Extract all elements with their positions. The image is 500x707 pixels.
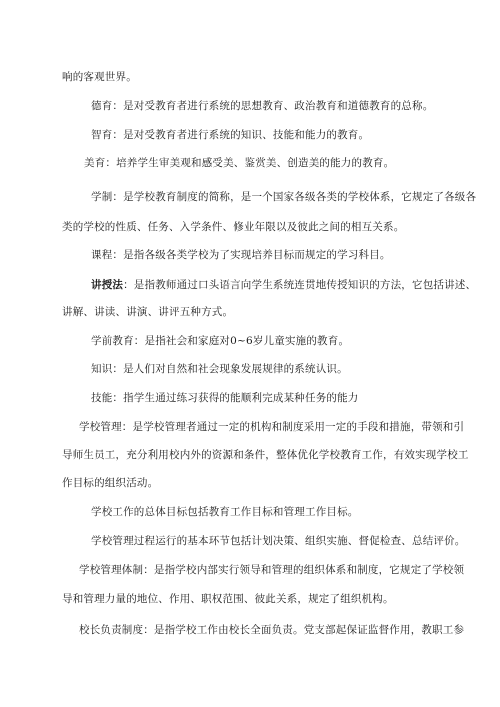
text-line: 学校工作的总体目标包括教育工作目标和管理工作目标。 (91, 506, 359, 518)
text-line: 学校管理过程运行的基本环节包括计划决策、组织实施、督促检查、总结评价。 (91, 535, 466, 547)
text-line: 讲解、讲读、讲演、讲评五种方式。 (62, 306, 234, 318)
text-span: ：是指教师通过口头语言向学生系统连贯地传授知识的方法，它包括讲述、 (123, 279, 477, 291)
text-line: 技能：指学生通过练习获得的能顺利完成某种任务的能力 (91, 392, 359, 404)
text-line: 导和管理力量的地位、作用、职权范围、彼此关系，规定了组织机构。 (62, 593, 394, 605)
text-line: 导师生员工，充分利用校内外的资源和条件，整体优化学校教育工作，有效实现学校工 (62, 449, 469, 461)
text-line: 类的学校的性质、任务、入学条件、修业年限以及彼此之间的相互关系。 (62, 221, 405, 233)
text-line: 学前教育：是指社会和家庭对0~6岁儿童实施的教育。 (91, 335, 350, 347)
text-line: 知识：是人们对自然和社会现象发展规律的系统认识。 (91, 363, 348, 375)
text-line: 作目标的组织活动。 (62, 477, 159, 489)
text-line: 校长负责制度：是指学校工作由校长全面负责。党支部起保证监督作用，教职工参 (79, 624, 465, 636)
text-line: 响的客观世界。 (62, 71, 137, 83)
text-line (91, 278, 476, 292)
text-line: 美育：培养学生审美观和感受美、鉴赏美、创造美的能力的教育。 (84, 157, 395, 169)
text-line: 学制：是学校教育制度的简称，是一个国家各级各类的学校体系，它规定了各级各 (91, 191, 477, 203)
text-line: 智育：是对受教育者进行系统的知识、技能和能力的教育。 (91, 129, 370, 141)
text-line: 学校管理：是学校管理者通过一定的机构和制度采用一定的手段和措施，带领和引 (79, 421, 465, 433)
text-line: 德育：是对受教育者进行系统的思想教育、政治教育和道德教育的总称。 (91, 100, 434, 112)
text-line: 课程：是指各级各类学校为了实现培养目标而规定的学习科目。 (91, 249, 391, 261)
term-bold: 讲授法 (91, 279, 124, 291)
text-line: 学校管理体制：是指学校内部实行领导和管理的组织体系和制度，它规定了学校领 (79, 564, 465, 576)
